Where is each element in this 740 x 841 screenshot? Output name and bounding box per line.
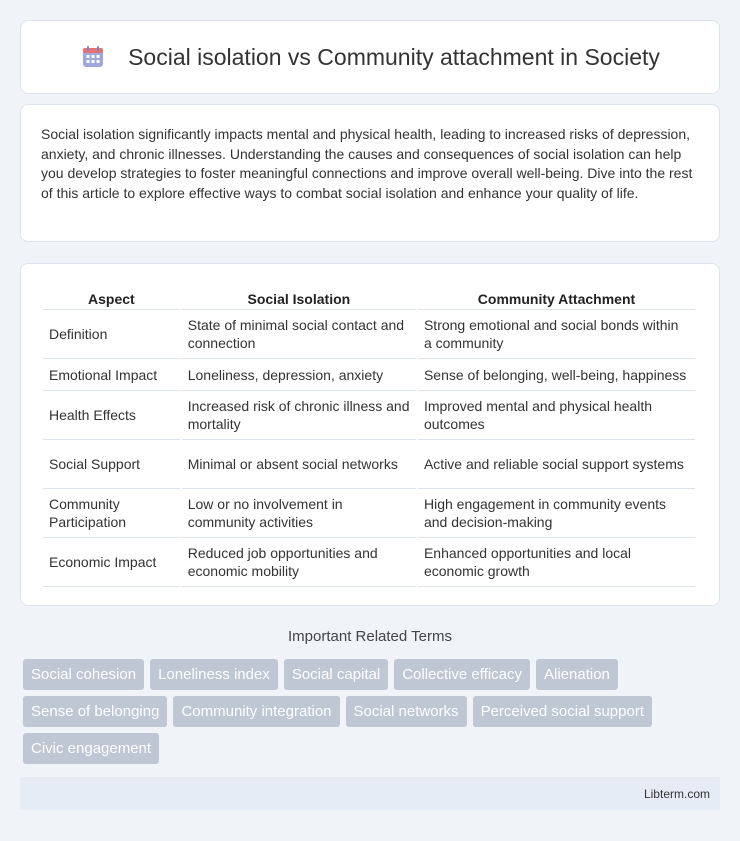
comparison-table (41, 284, 697, 587)
intro-text: Social isolation significantly impacts mental and physical health, leading to increased risks of depression, anxiety, and chronic illnesses. Understanding the causes and consequences of social isolation can help you develop strategies to foster meaningful connections and improve overall well-being. Dive into the rest of this article to explore effective ways to combat social isolation and enhance your quality of life. (41, 126, 693, 201)
table-cell: High engagement in community events and decision-making (418, 489, 695, 538)
page-title: Social isolation vs Community attachment in Society (128, 43, 660, 70)
table-row (43, 489, 695, 538)
table-row (43, 359, 695, 391)
table-row (43, 391, 695, 440)
table-cell: Increased risk of chronic illness and mortality (182, 391, 416, 440)
related-term-tag[interactable]: Social networks (346, 696, 467, 727)
table-row (43, 310, 695, 359)
calendar-icon (80, 44, 106, 70)
related-term-tag[interactable]: Social capital (284, 659, 388, 690)
table-header-row (43, 284, 695, 310)
related-term-tag[interactable]: Loneliness index (150, 659, 278, 690)
table-cell: Low or no involvement in community activities (182, 489, 416, 538)
table-cell: Loneliness, depression, anxiety (182, 359, 416, 391)
related-term-tag[interactable]: Sense of belonging (23, 696, 167, 727)
footer-site-link[interactable]: Libterm.com (643, 786, 710, 801)
header-social-isolation: Social Isolation (182, 284, 416, 310)
related-term-tag[interactable]: Perceived social support (473, 696, 652, 727)
related-terms-title: Important Related Terms (288, 628, 452, 645)
table-cell: Emotional Impact (43, 359, 180, 391)
table-cell: Improved mental and physical health outcomes (418, 391, 695, 440)
table-cell: Enhanced opportunities and local economic growth (418, 538, 695, 587)
header-card (20, 20, 720, 94)
table-row (43, 538, 695, 587)
related-term-tag[interactable]: Collective efficacy (394, 659, 530, 690)
table-cell: State of minimal social contact and connection (182, 310, 416, 359)
intro-card (20, 104, 720, 242)
related-term-tag[interactable]: Civic engagement (23, 733, 159, 764)
table-cell: Active and reliable social support systems (418, 440, 695, 489)
table-cell: Sense of belonging, well-being, happiness (418, 359, 695, 391)
header-aspect: Aspect (43, 284, 180, 310)
related-term-tag[interactable]: Social cohesion (23, 659, 144, 690)
related-term-tag[interactable]: Community integration (173, 696, 339, 727)
table-cell: Health Effects (43, 391, 180, 440)
related-terms-list (23, 659, 723, 770)
table-cell: Community Participation (43, 489, 180, 538)
table-cell: Economic Impact (43, 538, 180, 587)
related-term-tag[interactable]: Alienation (536, 659, 618, 690)
comparison-card (20, 263, 720, 606)
table-row (43, 440, 695, 489)
header-community-attachment: Community Attachment (418, 284, 695, 310)
table-cell: Minimal or absent social networks (182, 440, 416, 489)
table-cell: Social Support (43, 440, 180, 489)
table-cell: Definition (43, 310, 180, 359)
footer (20, 777, 720, 810)
table-cell: Reduced job opportunities and economic mobility (182, 538, 416, 587)
header (80, 44, 660, 71)
table-cell: Strong emotional and social bonds within a community (418, 310, 695, 359)
